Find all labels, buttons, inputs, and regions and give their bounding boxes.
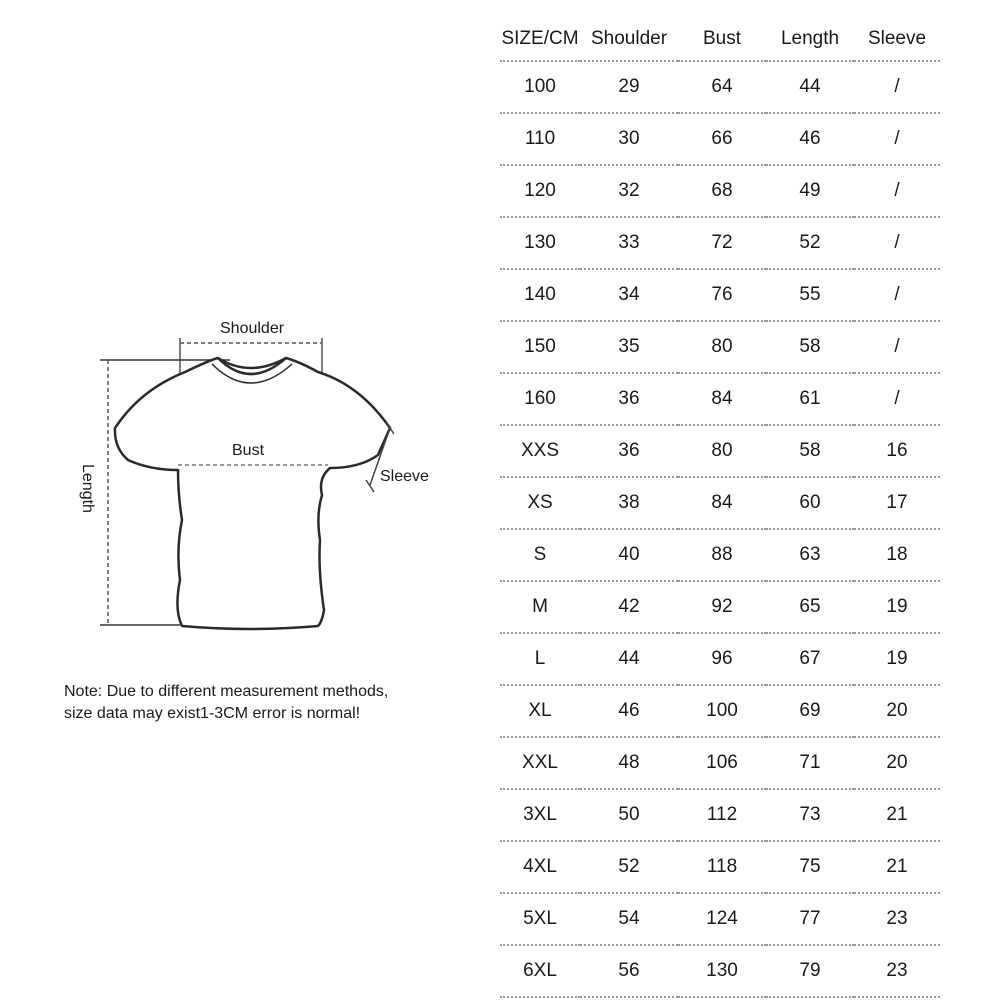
cell-sleeve: / xyxy=(854,321,940,373)
cell-shoulder: 42 xyxy=(580,581,678,633)
table-row xyxy=(500,61,940,113)
cell-size: XXS xyxy=(500,425,580,477)
cell-length: 49 xyxy=(766,165,854,217)
cell-sleeve: / xyxy=(854,165,940,217)
cell-sleeve: 16 xyxy=(854,425,940,477)
cell-size: XL xyxy=(500,685,580,737)
cell-length: 55 xyxy=(766,269,854,321)
cell-bust: 64 xyxy=(678,61,766,113)
cell-shoulder: 52 xyxy=(580,841,678,893)
cell-size: XXL xyxy=(500,737,580,789)
cell-length: 44 xyxy=(766,61,854,113)
cell-length: 67 xyxy=(766,633,854,685)
cell-size: 3XL xyxy=(500,789,580,841)
cell-length: 79 xyxy=(766,945,854,997)
cell-size: 130 xyxy=(500,217,580,269)
cell-shoulder: 50 xyxy=(580,789,678,841)
cell-sleeve: 19 xyxy=(854,581,940,633)
cell-sleeve: 20 xyxy=(854,737,940,789)
length-label: Length xyxy=(79,464,96,513)
cell-bust: 88 xyxy=(678,529,766,581)
cell-bust: 124 xyxy=(678,893,766,945)
cell-sleeve: 23 xyxy=(854,893,940,945)
cell-shoulder: 30 xyxy=(580,113,678,165)
sleeve-label: Sleeve xyxy=(380,468,429,485)
cell-shoulder: 44 xyxy=(580,633,678,685)
cell-bust: 80 xyxy=(678,321,766,373)
table-header-row xyxy=(500,18,940,61)
cell-shoulder: 56 xyxy=(580,945,678,997)
cell-sleeve: / xyxy=(854,113,940,165)
cell-length: 75 xyxy=(766,841,854,893)
cell-length: 58 xyxy=(766,321,854,373)
cell-length: 71 xyxy=(766,737,854,789)
cell-length: 77 xyxy=(766,893,854,945)
cell-shoulder: 46 xyxy=(580,685,678,737)
cell-bust: 68 xyxy=(678,165,766,217)
table-row xyxy=(500,685,940,737)
cell-length: 61 xyxy=(766,373,854,425)
tshirt-measurement-diagram xyxy=(60,310,440,640)
table-row xyxy=(500,841,940,893)
header-sleeve: Sleeve xyxy=(867,28,927,49)
cell-sleeve: / xyxy=(854,217,940,269)
cell-sleeve: / xyxy=(854,373,940,425)
table-row xyxy=(500,165,940,217)
cell-sleeve: 23 xyxy=(854,945,940,997)
table-row xyxy=(500,425,940,477)
cell-shoulder: 40 xyxy=(580,529,678,581)
table-row xyxy=(500,737,940,789)
cell-size: 120 xyxy=(500,165,580,217)
cell-size: S xyxy=(500,529,580,581)
cell-shoulder: 29 xyxy=(580,61,678,113)
cell-size: M xyxy=(500,581,580,633)
cell-bust: 112 xyxy=(678,789,766,841)
cell-size: 160 xyxy=(500,373,580,425)
cell-size: 4XL xyxy=(500,841,580,893)
cell-size: 110 xyxy=(500,113,580,165)
cell-length: 60 xyxy=(766,477,854,529)
cell-sleeve: 20 xyxy=(854,685,940,737)
table-row xyxy=(500,113,940,165)
table-row xyxy=(500,945,940,997)
cell-size: 5XL xyxy=(500,893,580,945)
cell-bust: 72 xyxy=(678,217,766,269)
note-line-1: Note: Due to different measurement methods, xyxy=(64,683,389,700)
cell-sleeve: / xyxy=(854,269,940,321)
cell-length: 73 xyxy=(766,789,854,841)
cell-bust: 100 xyxy=(678,685,766,737)
cell-length: 69 xyxy=(766,685,854,737)
table-row xyxy=(500,269,940,321)
table-row xyxy=(500,217,940,269)
cell-bust: 84 xyxy=(678,477,766,529)
cell-size: XS xyxy=(500,477,580,529)
cell-length: 58 xyxy=(766,425,854,477)
cell-shoulder: 54 xyxy=(580,893,678,945)
cell-shoulder: 38 xyxy=(580,477,678,529)
note-line-2: size data may exist1-3CM error is normal! xyxy=(64,705,361,722)
cell-size: L xyxy=(500,633,580,685)
bust-label: Bust xyxy=(232,442,265,459)
cell-sleeve: 18 xyxy=(854,529,940,581)
cell-shoulder: 35 xyxy=(580,321,678,373)
cell-size: 140 xyxy=(500,269,580,321)
size-chart-table xyxy=(500,18,940,998)
cell-bust: 92 xyxy=(678,581,766,633)
cell-sleeve: 21 xyxy=(854,841,940,893)
header-bust: Bust xyxy=(702,28,742,49)
table-row xyxy=(500,373,940,425)
cell-bust: 118 xyxy=(678,841,766,893)
cell-length: 63 xyxy=(766,529,854,581)
cell-sleeve: 21 xyxy=(854,789,940,841)
cell-size: 6XL xyxy=(500,945,580,997)
cell-length: 52 xyxy=(766,217,854,269)
cell-bust: 76 xyxy=(678,269,766,321)
cell-bust: 96 xyxy=(678,633,766,685)
table-row xyxy=(500,477,940,529)
cell-sleeve: / xyxy=(854,61,940,113)
cell-shoulder: 34 xyxy=(580,269,678,321)
table-row xyxy=(500,529,940,581)
cell-sleeve: 17 xyxy=(854,477,940,529)
cell-size: 100 xyxy=(500,61,580,113)
table-body xyxy=(500,61,940,997)
table-row xyxy=(500,893,940,945)
cell-bust: 84 xyxy=(678,373,766,425)
cell-sleeve: 19 xyxy=(854,633,940,685)
measurement-note xyxy=(64,681,464,725)
table-row xyxy=(500,633,940,685)
table-row xyxy=(500,789,940,841)
shoulder-label: Shoulder xyxy=(220,320,285,337)
cell-shoulder: 36 xyxy=(580,425,678,477)
cell-shoulder: 36 xyxy=(580,373,678,425)
cell-bust: 130 xyxy=(678,945,766,997)
cell-length: 46 xyxy=(766,113,854,165)
table-row xyxy=(500,321,940,373)
table-row xyxy=(500,581,940,633)
header-shoulder: Shoulder xyxy=(590,28,668,49)
header-length: Length xyxy=(780,28,840,49)
cell-shoulder: 48 xyxy=(580,737,678,789)
header-size: SIZE/CM xyxy=(501,28,579,49)
cell-shoulder: 32 xyxy=(580,165,678,217)
cell-bust: 66 xyxy=(678,113,766,165)
cell-length: 65 xyxy=(766,581,854,633)
cell-bust: 80 xyxy=(678,425,766,477)
cell-bust: 106 xyxy=(678,737,766,789)
cell-size: 150 xyxy=(500,321,580,373)
cell-shoulder: 33 xyxy=(580,217,678,269)
